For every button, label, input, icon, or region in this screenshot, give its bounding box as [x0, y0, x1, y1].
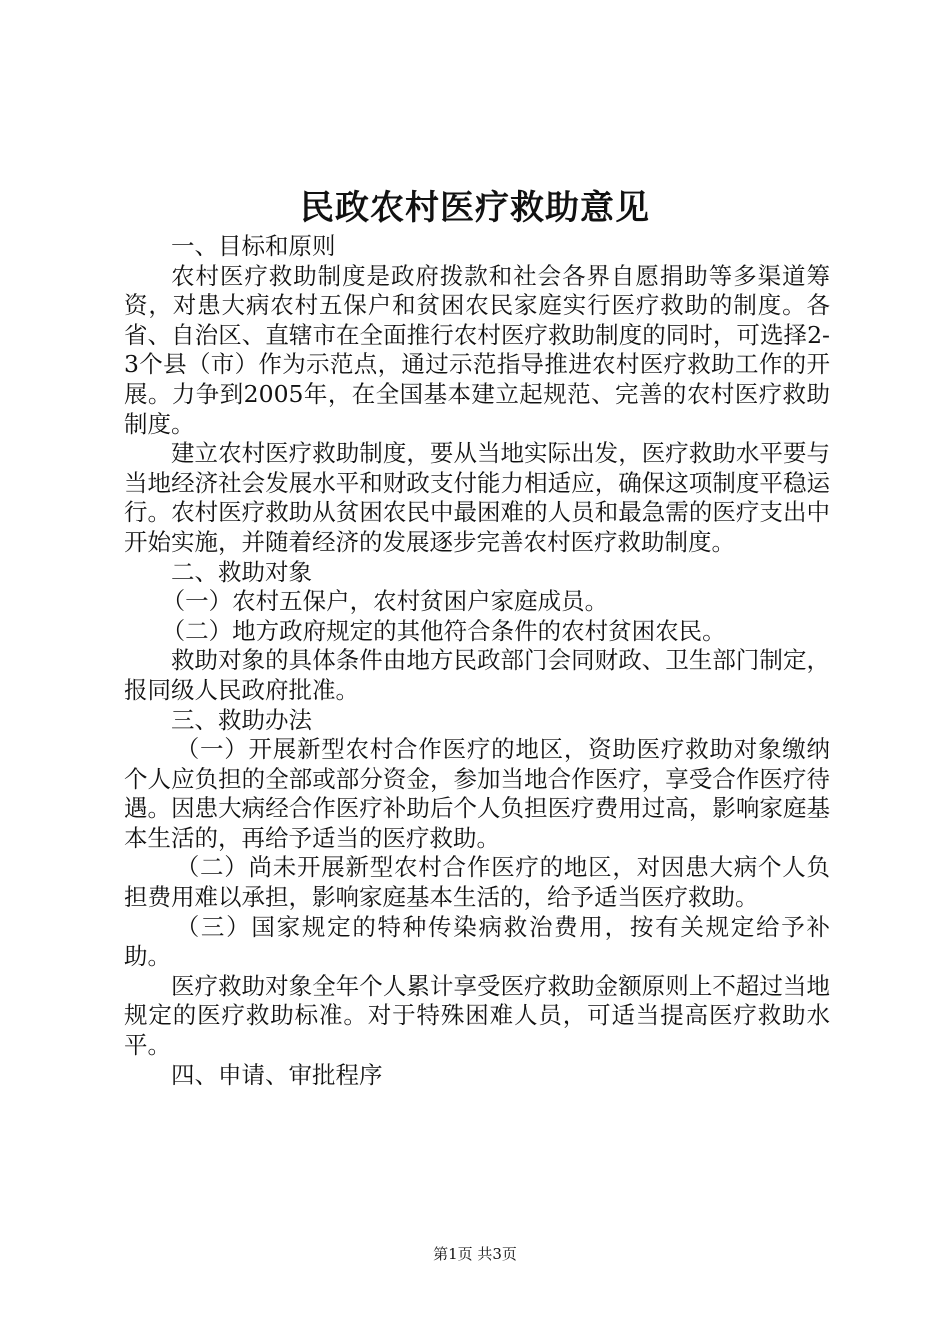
section-heading-procedure: 四、申请、审批程序	[171, 1060, 383, 1089]
paragraph-system-definition: 农村医疗救助制度是政府拨款和社会各界自愿捐助等多渠道筹资，对患大病农村五保户和贫困农民家庭实行医疗救助的制度。各省、自治区、直辖市在全面推行农村医疗救助制度的同时，可选择2-3个县（市）作为示范点，通过示范指导推进农村医疗救助工作的开展。力争到2005年，在全国基本建立起规范、完善的农村医疗救助制度。	[124, 261, 830, 438]
paragraph-aid-limit: 医疗救助对象全年个人累计享受医疗救助金额原则上不超过当地规定的医疗救助标准。对于特殊困难人员，可适当提高医疗救助水平。	[124, 971, 830, 1060]
document-body	[124, 232, 830, 1090]
paragraph-establish-system: 建立农村医疗救助制度，要从当地实际出发，医疗救助水平要与当地经济社会发展水平和财政支付能力相适应，确保这项制度平稳运行。农村医疗救助从贫困农民中最困难的人员和最急需的医疗支出中开始实施，并随着经济的发展逐步完善农村医疗救助制度。	[124, 439, 830, 556]
section-heading-targets: 二、救助对象	[171, 557, 312, 586]
page-number-footer: 第1页 共3页	[433, 1245, 517, 1263]
list-item-method-3: （三）国家规定的特种传染病救治费用，按有关规定给予补助。	[124, 912, 830, 971]
list-item-method-2: （二）尚未开展新型农村合作医疗的地区，对因患大病个人负担费用难以承担，影响家庭基本生活的，给予适当医疗救助。	[124, 853, 830, 912]
list-item-method-1: （一）开展新型农村合作医疗的地区，资助医疗救助对象缴纳个人应负担的全部或部分资金，参加当地合作医疗，享受合作医疗待遇。因患大病经合作医疗补助后个人负担医疗费用过高，影响家庭基本生活的，再给予适当的医疗救助。	[124, 735, 830, 852]
list-item-target-2: （二）地方政府规定的其他符合条件的农村贫困农民。	[161, 616, 726, 645]
document-title: 民政农村医疗救助意见	[300, 188, 650, 228]
list-item-target-1: （一）农村五保户，农村贫困户家庭成员。	[161, 587, 609, 616]
paragraph-target-conditions: 救助对象的具体条件由地方民政部门会同财政、卫生部门制定，报同级人民政府批准。	[124, 646, 830, 704]
section-heading-goals: 一、目标和原则	[171, 232, 336, 260]
section-heading-methods: 三、救助办法	[171, 705, 312, 734]
